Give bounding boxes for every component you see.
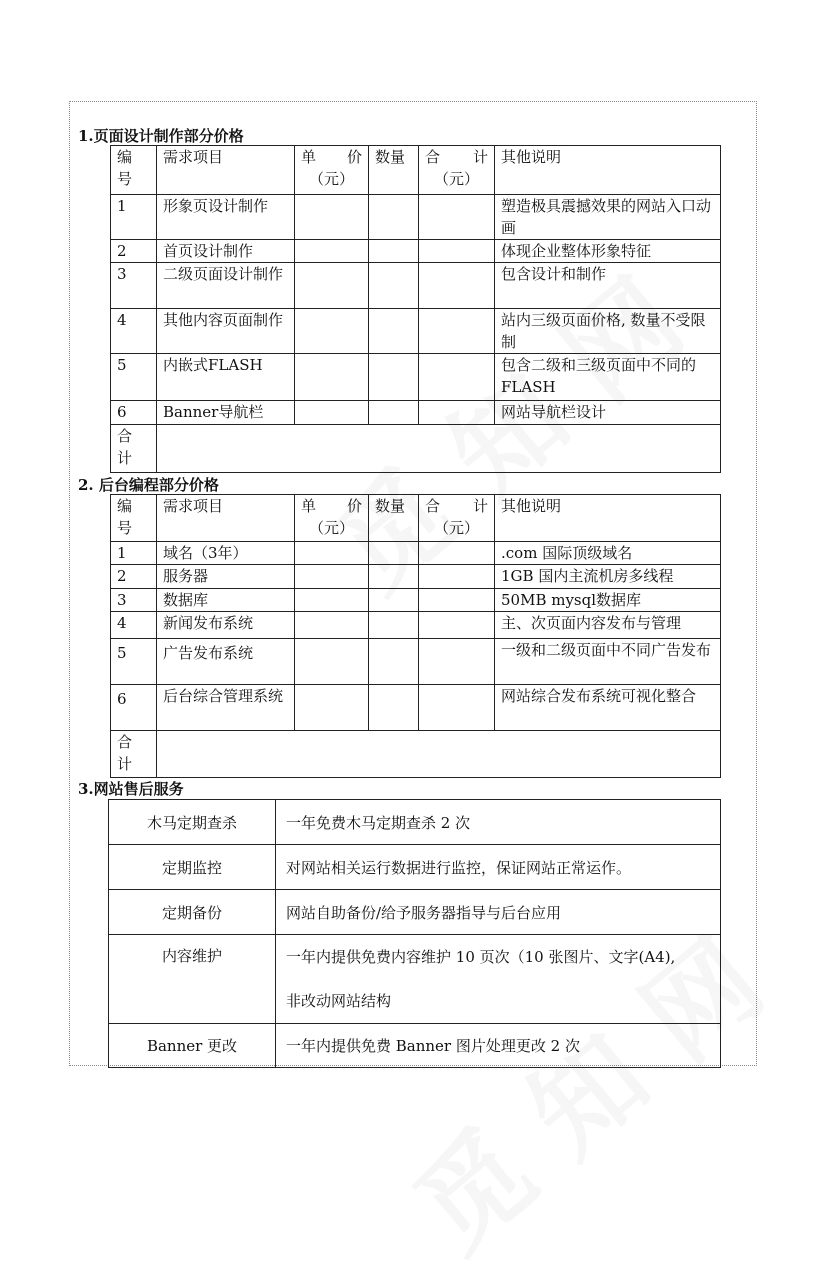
header-quantity: 数量: [369, 146, 419, 195]
total-row: [111, 731, 721, 778]
row-item: 服务器: [157, 565, 295, 589]
row-total: [419, 542, 495, 565]
row-note: 网站综合发布系统可视化整合: [495, 685, 721, 731]
header-notes: 其他说明: [495, 495, 721, 542]
after-sales-service-table: [108, 799, 721, 1068]
header-unit-price: 单 价 （元）: [295, 495, 369, 542]
service-name: 木马定期查杀: [109, 800, 276, 845]
row-item: 后台综合管理系统: [157, 685, 295, 731]
row-item: 数据库: [157, 589, 295, 612]
row-total: [419, 309, 495, 354]
row-no: 2: [111, 240, 157, 263]
row-note: 包含设计和制作: [495, 263, 721, 309]
service-row: [109, 890, 721, 935]
row-note: 50MB mysql数据库: [495, 589, 721, 612]
row-item: 域名（3年）: [157, 542, 295, 565]
row-no: 5: [111, 354, 157, 401]
service-desc: 一年内提供免费内容维护 10 页次（10 张图片、文字(A4), 非改动网站结构: [276, 935, 721, 1024]
row-note: 1GB 国内主流机房多线程: [495, 565, 721, 589]
service-name: Banner 更改: [109, 1024, 276, 1068]
total-value: [157, 731, 721, 778]
row-qty: [369, 565, 419, 589]
table-row: [111, 401, 721, 425]
row-no: 6: [111, 401, 157, 425]
table-row: [111, 542, 721, 565]
service-row: [109, 845, 721, 890]
row-total: [419, 195, 495, 240]
row-total: [419, 639, 495, 685]
row-qty: [369, 354, 419, 401]
row-qty: [369, 401, 419, 425]
row-item: 广告发布系统: [157, 639, 295, 685]
row-note: 站内三级页面价格, 数量不受限制: [495, 309, 721, 354]
row-price: [295, 401, 369, 425]
row-qty: [369, 542, 419, 565]
row-qty: [369, 240, 419, 263]
backend-price-table: [110, 494, 721, 778]
total-value: [157, 425, 721, 473]
table-row: [111, 685, 721, 731]
table-row: [111, 565, 721, 589]
header-subtotal: 合 计 （元）: [419, 146, 495, 195]
table-row: [111, 263, 721, 309]
row-total: [419, 354, 495, 401]
service-row: [109, 800, 721, 845]
row-item: 二级页面设计制作: [157, 263, 295, 309]
row-no: 4: [111, 612, 157, 639]
row-price: [295, 542, 369, 565]
header-no: 编 号: [111, 146, 157, 195]
row-total: [419, 565, 495, 589]
total-row: [111, 425, 721, 473]
row-price: [295, 263, 369, 309]
table-header-row: [111, 146, 721, 195]
table-row: [111, 612, 721, 639]
section3-title: 3.网站售后服务: [78, 780, 184, 798]
row-total: [419, 685, 495, 731]
service-desc: 一年免费木马定期查杀 2 次: [276, 800, 721, 845]
section2-title: 2. 后台编程部分价格: [78, 476, 219, 494]
row-price: [295, 309, 369, 354]
row-total: [419, 612, 495, 639]
header-notes: 其他说明: [495, 146, 721, 195]
row-item: 形象页设计制作: [157, 195, 295, 240]
header-unit-price: 单 价 （元）: [295, 146, 369, 195]
row-qty: [369, 263, 419, 309]
service-row: [109, 935, 721, 1024]
service-name: 内容维护: [109, 935, 276, 1024]
row-qty: [369, 589, 419, 612]
row-qty: [369, 685, 419, 731]
header-no: 编 号: [111, 495, 157, 542]
row-no: 1: [111, 542, 157, 565]
row-qty: [369, 612, 419, 639]
table-header-row: [111, 495, 721, 542]
table-row: [111, 309, 721, 354]
row-no: 4: [111, 309, 157, 354]
row-note: 体现企业整体形象特征: [495, 240, 721, 263]
section1-title: 1.页面设计制作部分价格: [78, 127, 244, 145]
service-name: 定期备份: [109, 890, 276, 935]
service-desc: 网站自助备份/给予服务器指导与后台应用: [276, 890, 721, 935]
row-item: Banner导航栏: [157, 401, 295, 425]
row-price: [295, 685, 369, 731]
service-desc: 一年内提供免费 Banner 图片处理更改 2 次: [276, 1024, 721, 1068]
header-quantity: 数量: [369, 495, 419, 542]
row-total: [419, 263, 495, 309]
row-qty: [369, 639, 419, 685]
row-note: 塑造极具震撼效果的网站入口动画: [495, 195, 721, 240]
row-price: [295, 195, 369, 240]
row-item: 其他内容页面制作: [157, 309, 295, 354]
row-no: 6: [111, 685, 157, 731]
row-note: .com 国际顶级域名: [495, 542, 721, 565]
row-no: 2: [111, 565, 157, 589]
table-row: [111, 354, 721, 401]
service-row: [109, 1024, 721, 1068]
row-price: [295, 240, 369, 263]
row-total: [419, 589, 495, 612]
row-total: [419, 401, 495, 425]
table-row: [111, 195, 721, 240]
service-desc: 对网站相关运行数据进行监控，保证网站正常运作。: [276, 845, 721, 890]
row-price: [295, 639, 369, 685]
row-item: 新闻发布系统: [157, 612, 295, 639]
table-row: [111, 639, 721, 685]
row-note: 一级和二级页面中不同广告发布: [495, 639, 721, 685]
row-item: 首页设计制作: [157, 240, 295, 263]
table-row: [111, 240, 721, 263]
row-qty: [369, 195, 419, 240]
service-name: 定期监控: [109, 845, 276, 890]
row-total: [419, 240, 495, 263]
row-price: [295, 565, 369, 589]
row-no: 5: [111, 639, 157, 685]
row-no: 3: [111, 589, 157, 612]
row-item: 内嵌式FLASH: [157, 354, 295, 401]
header-item: 需求项目: [157, 495, 295, 542]
header-item: 需求项目: [157, 146, 295, 195]
row-note: 包含二级和三级页面中不同的FLASH: [495, 354, 721, 401]
row-note: 网站导航栏设计: [495, 401, 721, 425]
header-subtotal: 合 计 （元）: [419, 495, 495, 542]
table-row: [111, 589, 721, 612]
row-qty: [369, 309, 419, 354]
row-price: [295, 589, 369, 612]
row-price: [295, 612, 369, 639]
row-no: 3: [111, 263, 157, 309]
total-label: 合 计: [111, 731, 157, 778]
row-no: 1: [111, 195, 157, 240]
total-label: 合 计: [111, 425, 157, 473]
row-price: [295, 354, 369, 401]
page-design-price-table: [110, 145, 721, 473]
row-note: 主、次页面内容发布与管理: [495, 612, 721, 639]
